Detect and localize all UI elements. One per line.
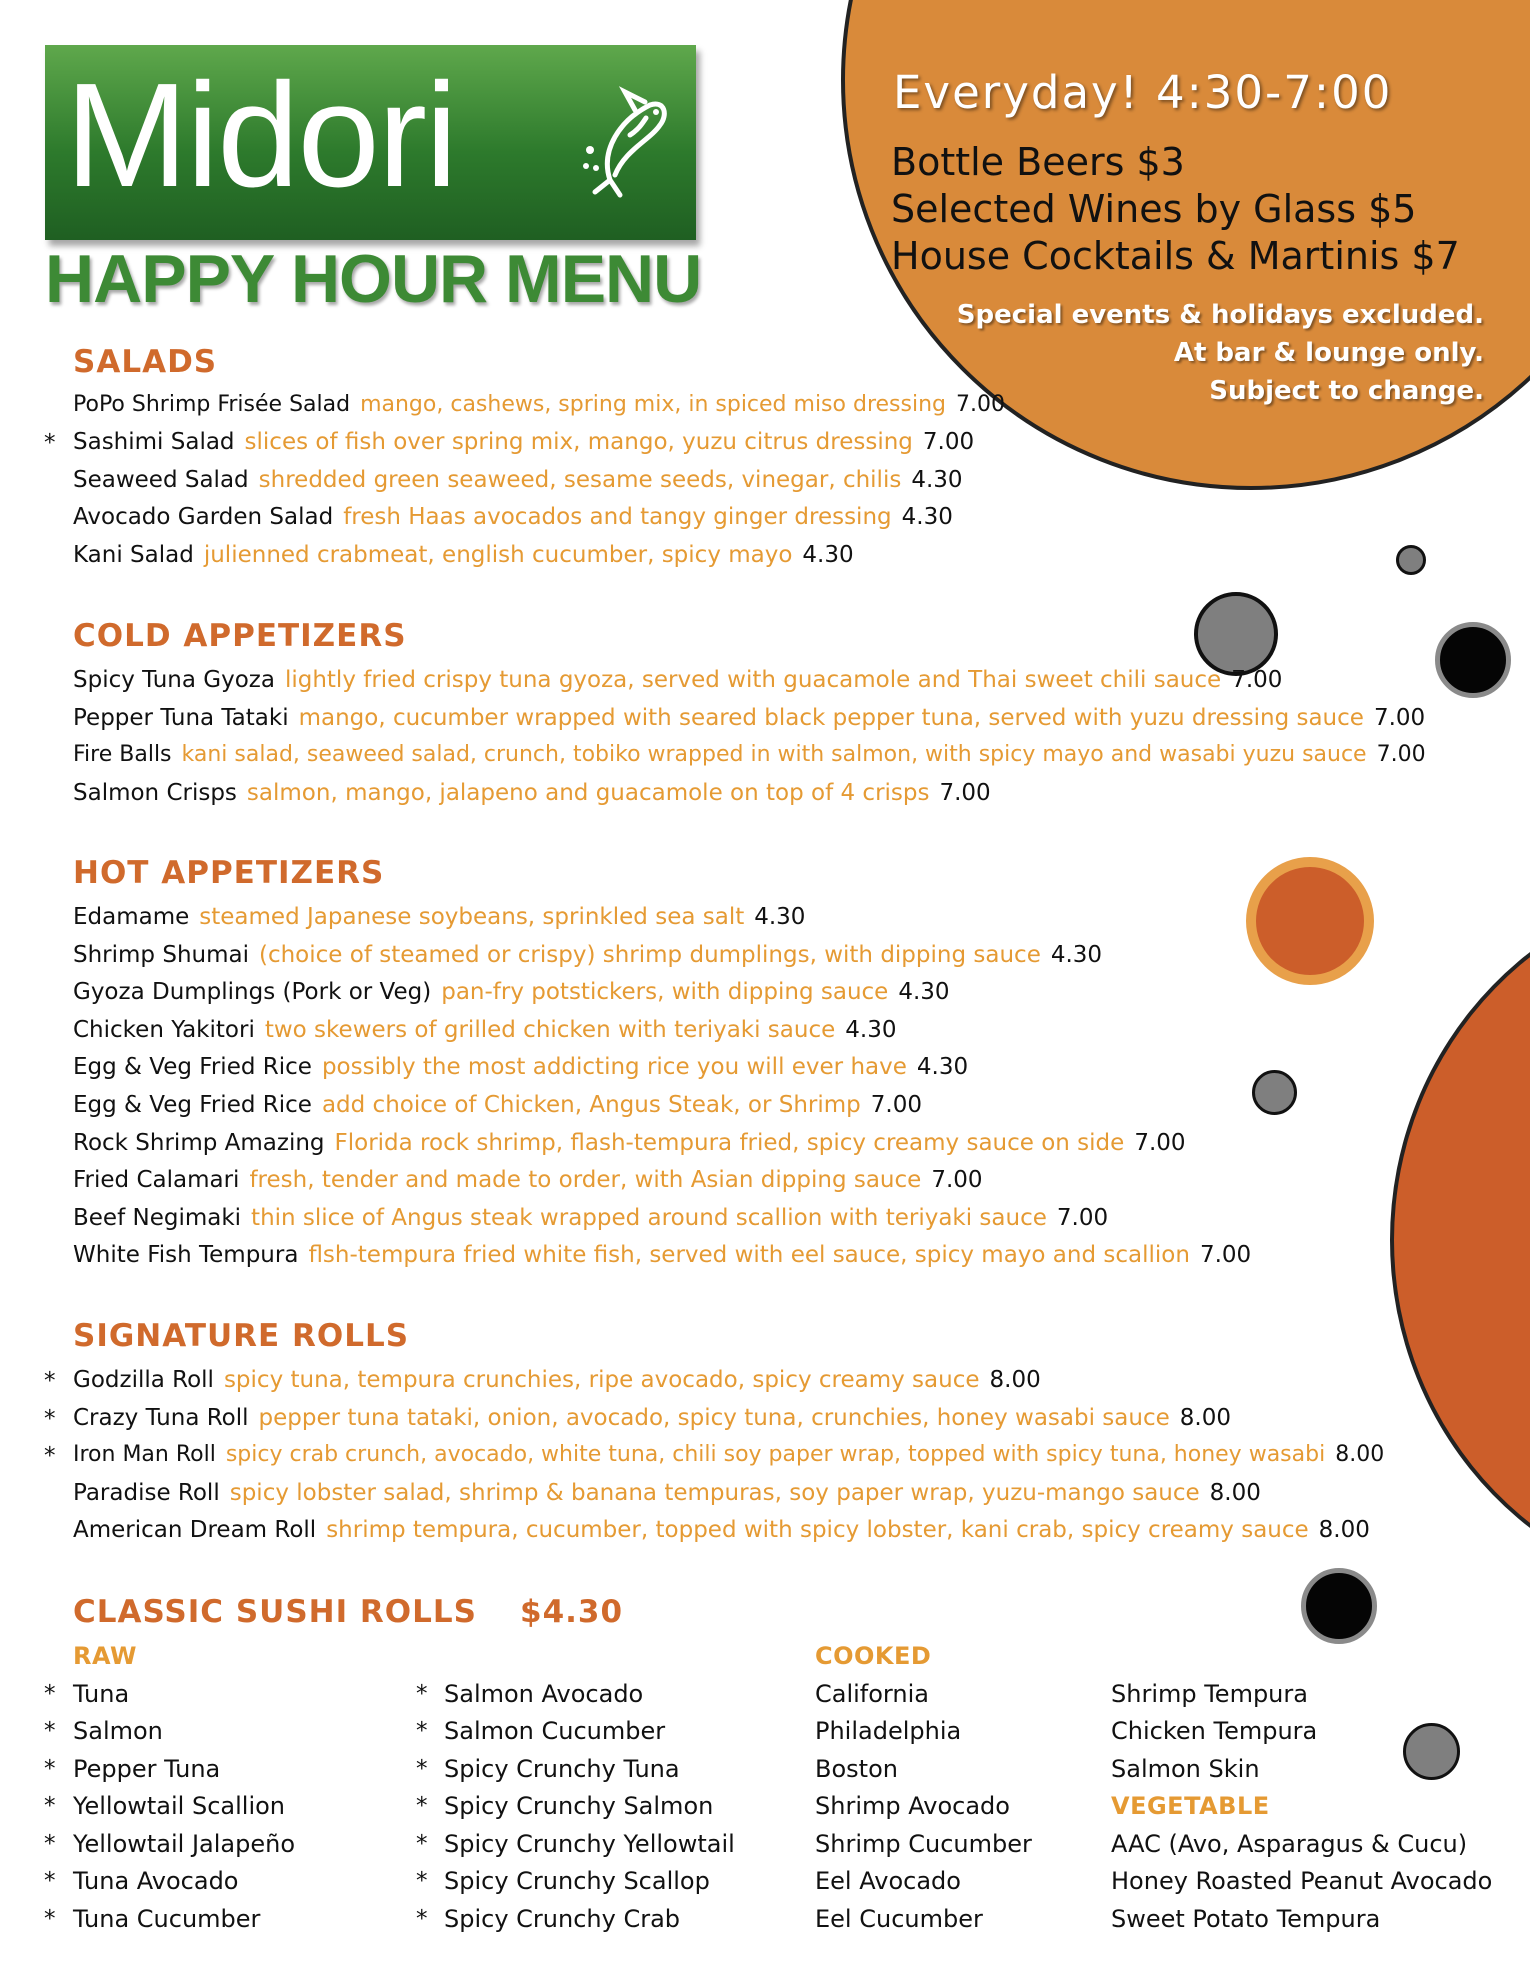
classic-price: $4.30: [520, 1594, 624, 1630]
menu-item: Fried Calamari fresh, tender and made to order, with Asian dipping sauce 7.00: [73, 1167, 983, 1193]
menu-item: American Dream Roll shrimp tempura, cucumber, topped with spicy lobster, kani crab, spicy creamy sauce 8.00: [73, 1517, 1370, 1543]
menu-item: Paradise Roll spicy lobster salad, shrimp & banana tempuras, soy paper wrap, yuzu-mango sauce 8.00: [73, 1480, 1261, 1506]
note-excluded: Special events & holidays excluded.: [956, 300, 1484, 330]
roll-item: Yellowtail Scallion: [73, 1792, 286, 1820]
raw-star: *: [44, 1368, 56, 1394]
black-dot-1: [1435, 622, 1511, 698]
section-title-classic-sushi-rolls: CLASSIC SUSHI ROLLS: [73, 1594, 477, 1630]
roll-item: Spicy Crunchy Yellowtail: [444, 1830, 735, 1858]
fish-icon: [580, 80, 670, 200]
grey-dot-small: [1396, 545, 1426, 575]
menu-item: White Fish Tempura flsh-tempura fried white fish, served with eel sauce, spicy mayo and scallion 7.00: [73, 1242, 1252, 1268]
roll-item: Salmon: [73, 1717, 163, 1745]
menu-item: Chicken Yakitori two skewers of grilled chicken with teriyaki sauce 4.30: [73, 1017, 897, 1043]
roll-item: Salmon Skin: [1111, 1755, 1260, 1783]
menu-item: Iron Man Roll spicy crab crunch, avocado, white tuna, chili soy paper wrap, topped with spicy tuna, honey wasabi 8.00: [73, 1442, 1385, 1467]
logo-wordmark: Midori: [65, 53, 456, 218]
roll-item: Philadelphia: [815, 1717, 962, 1745]
happy-hour-time: Everyday! 4:30-7:00: [893, 66, 1393, 119]
menu-item: Salmon Crisps salmon, mango, jalapeno and guacamole on top of 4 crisps 7.00: [73, 780, 991, 806]
roll-item: Tuna Cucumber: [73, 1905, 261, 1933]
menu-item: Fire Balls kani salad, seaweed salad, crunch, tobiko wrapped in with salmon, with spicy mayo and wasabi yuzu sauce 7.00: [73, 742, 1426, 767]
menu-item: Crazy Tuna Roll pepper tuna tataki, onion, avocado, spicy tuna, crunchies, honey wasabi sauce 8.00: [73, 1405, 1231, 1431]
raw-star: *: [44, 1831, 56, 1857]
raw-star: *: [416, 1906, 428, 1932]
raw-star: *: [416, 1793, 428, 1819]
roll-item: Spicy Crunchy Crab: [444, 1905, 681, 1933]
logo-banner: [45, 45, 696, 240]
roll-item: Eel Avocado: [815, 1867, 961, 1895]
raw-star: *: [416, 1681, 428, 1707]
raw-star: *: [416, 1718, 428, 1744]
raw-star: *: [44, 1406, 56, 1432]
menu-item: Avocado Garden Salad fresh Haas avocados and tangy ginger dressing 4.30: [73, 504, 953, 530]
menu-item: PoPo Shrimp Frisée Salad mango, cashews, spring mix, in spiced miso dressing 7.00: [73, 392, 1005, 417]
roll-item: Salmon Cucumber: [444, 1717, 666, 1745]
menu-item: Shrimp Shumai (choice of steamed or crispy) shrimp dumplings, with dipping sauce 4.30: [73, 942, 1103, 968]
deal-cocktails: House Cocktails & Martinis $7: [891, 234, 1460, 278]
note-subject-change: Subject to change.: [1209, 376, 1484, 406]
grey-dot-bottom: [1403, 1723, 1460, 1780]
raw-star: *: [44, 1906, 56, 1932]
note-bar-only: At bar & lounge only.: [1173, 338, 1484, 368]
roll-item: Salmon Avocado: [444, 1680, 644, 1708]
menu-item: Egg & Veg Fried Rice add choice of Chicken, Angus Steak, or Shrimp 7.00: [73, 1092, 923, 1118]
menu-title: HAPPY HOUR MENU: [45, 241, 702, 317]
black-dot-2: [1301, 1568, 1377, 1644]
roll-item: Pepper Tuna: [73, 1755, 221, 1783]
subhead-vegetable: VEGETABLE: [1111, 1792, 1270, 1820]
section-title-signature-rolls: SIGNATURE ROLLS: [73, 1318, 410, 1354]
raw-star: *: [44, 1681, 56, 1707]
raw-star: *: [44, 1718, 56, 1744]
roll-item: Yellowtail Jalapeño: [73, 1830, 296, 1858]
roll-item: Tuna: [73, 1680, 130, 1708]
raw-star: *: [44, 1443, 56, 1469]
grey-dot-mid: [1252, 1070, 1297, 1115]
menu-item: Seaweed Salad shredded green seaweed, sesame seeds, vinegar, chilis 4.30: [73, 467, 963, 493]
orange-ring-circle: [1246, 857, 1374, 985]
raw-star: *: [44, 1868, 56, 1894]
section-title-cold-appetizers: COLD APPETIZERS: [73, 618, 407, 654]
roll-item: Chicken Tempura: [1111, 1717, 1318, 1745]
roll-item: Boston: [815, 1755, 898, 1783]
raw-star: *: [44, 1756, 56, 1782]
roll-item: Spicy Crunchy Salmon: [444, 1792, 714, 1820]
raw-star: *: [44, 1793, 56, 1819]
roll-item: Sweet Potato Tempura: [1111, 1905, 1381, 1933]
roll-item: Shrimp Avocado: [815, 1792, 1010, 1820]
grey-dot-large: [1194, 592, 1278, 676]
menu-item: Godzilla Roll spicy tuna, tempura crunchies, ripe avocado, spicy creamy sauce 8.00: [73, 1367, 1041, 1393]
deal-beers: Bottle Beers $3: [891, 140, 1185, 184]
menu-item: Edamame steamed Japanese soybeans, sprinkled sea salt 4.30: [73, 904, 806, 930]
raw-star: *: [416, 1831, 428, 1857]
roll-item: Shrimp Tempura: [1111, 1680, 1308, 1708]
subhead-raw: RAW: [73, 1642, 137, 1670]
menu-item: Sashimi Salad slices of fish over spring mix, mango, yuzu citrus dressing 7.00: [73, 429, 975, 455]
deal-wines: Selected Wines by Glass $5: [891, 187, 1417, 231]
subhead-cooked: COOKED: [815, 1642, 932, 1670]
roll-item: Honey Roasted Peanut Avocado: [1111, 1867, 1493, 1895]
roll-item: Spicy Crunchy Tuna: [444, 1755, 680, 1783]
right-orange-circle: [1390, 880, 1530, 1600]
menu-item: Kani Salad julienned crabmeat, english cucumber, spicy mayo 4.30: [73, 542, 854, 568]
menu-item: Spicy Tuna Gyoza lightly fried crispy tuna gyoza, served with guacamole and Thai sweet chili sauce 7.00: [73, 667, 1283, 693]
section-title-salads: SALADS: [73, 344, 218, 380]
menu-item: Pepper Tuna Tataki mango, cucumber wrapped with seared black pepper tuna, served with yuzu dressing sauce 7.00: [73, 705, 1426, 731]
roll-item: Eel Cucumber: [815, 1905, 983, 1933]
raw-star: *: [416, 1868, 428, 1894]
raw-star: *: [44, 430, 56, 456]
roll-item: Spicy Crunchy Scallop: [444, 1867, 710, 1895]
menu-item: Beef Negimaki thin slice of Angus steak wrapped around scallion with teriyaki sauce 7.00: [73, 1205, 1109, 1231]
roll-item: AAC (Avo, Asparagus & Cucu): [1111, 1830, 1468, 1858]
section-title-hot-appetizers: HOT APPETIZERS: [73, 855, 385, 891]
roll-item: California: [815, 1680, 929, 1708]
roll-item: Tuna Avocado: [73, 1867, 239, 1895]
roll-item: Shrimp Cucumber: [815, 1830, 1032, 1858]
raw-star: *: [416, 1756, 428, 1782]
menu-item: Egg & Veg Fried Rice possibly the most addicting rice you will ever have 4.30: [73, 1054, 969, 1080]
menu-item: Rock Shrimp Amazing Florida rock shrimp, flash-tempura fried, spicy creamy sauce on side 7.00: [73, 1130, 1186, 1156]
menu-item: Gyoza Dumplings (Pork or Veg) pan-fry potstickers, with dipping sauce 4.30: [73, 979, 950, 1005]
